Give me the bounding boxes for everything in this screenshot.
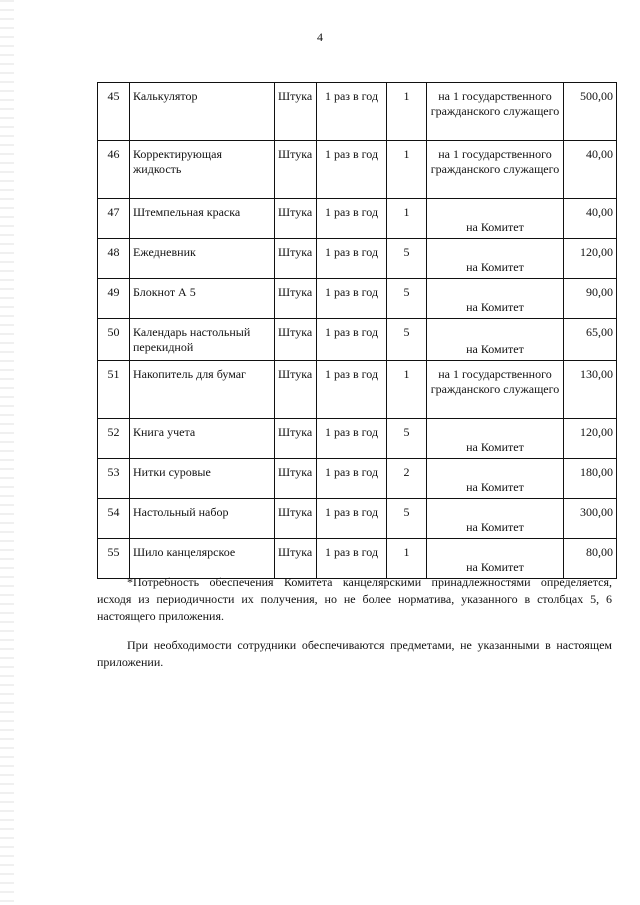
row-number: 53 (98, 459, 130, 499)
item-price: 40,00 (564, 141, 617, 199)
table-row (98, 319, 617, 361)
row-number: 52 (98, 419, 130, 459)
item-price: 90,00 (564, 279, 617, 319)
item-name: Накопитель для бумаг (130, 361, 275, 419)
item-norm: на 1 государственного гражданского служащего (427, 141, 564, 199)
item-norm: на 1 государственного гражданского служащего (427, 83, 564, 141)
item-quantity: 5 (387, 279, 427, 319)
item-unit: Штука (275, 239, 317, 279)
item-price: 500,00 (564, 83, 617, 141)
item-name: Ежедневник (130, 239, 275, 279)
table-row (98, 539, 617, 579)
item-name: Настольный набор (130, 499, 275, 539)
item-price: 120,00 (564, 419, 617, 459)
item-name: Шило канцелярское (130, 539, 275, 579)
item-frequency: 1 раз в год (317, 319, 387, 361)
item-unit: Штука (275, 419, 317, 459)
page-number: 4 (317, 30, 323, 44)
item-price: 65,00 (564, 319, 617, 361)
item-norm: на Комитет (427, 199, 564, 239)
table-row (98, 141, 617, 199)
row-number: 49 (98, 279, 130, 319)
item-price: 80,00 (564, 539, 617, 579)
item-name: Блокнот А 5 (130, 279, 275, 319)
item-frequency: 1 раз в год (317, 83, 387, 141)
items-table (97, 82, 617, 579)
table-row (98, 419, 617, 459)
item-quantity: 1 (387, 539, 427, 579)
item-price: 120,00 (564, 239, 617, 279)
item-unit: Штука (275, 199, 317, 239)
item-norm: на Комитет (427, 239, 564, 279)
item-name: Книга учета (130, 419, 275, 459)
item-name: Штемпельная краска (130, 199, 275, 239)
row-number: 55 (98, 539, 130, 579)
item-quantity: 5 (387, 319, 427, 361)
row-number: 46 (98, 141, 130, 199)
footnote-text: *Потребность обеспечения Комитета канцелярскими принадлежностями определяется, исходя из периодичности их получения, но не более норматива, указанного в столбцах 5, 6 настоящего приложения. (97, 575, 612, 623)
item-quantity: 2 (387, 459, 427, 499)
table-row (98, 199, 617, 239)
item-norm: на 1 государственного гражданского служащего (427, 361, 564, 419)
item-quantity: 5 (387, 499, 427, 539)
table-row (98, 279, 617, 319)
item-unit: Штука (275, 459, 317, 499)
item-quantity: 1 (387, 199, 427, 239)
item-unit: Штука (275, 279, 317, 319)
item-norm: на Комитет (427, 419, 564, 459)
item-name: Нитки суровые (130, 459, 275, 499)
item-quantity: 5 (387, 419, 427, 459)
item-price: 130,00 (564, 361, 617, 419)
row-number: 45 (98, 83, 130, 141)
item-name: Калькулятор (130, 83, 275, 141)
item-unit: Штука (275, 141, 317, 199)
items-table-body (98, 83, 617, 579)
item-norm: на Комитет (427, 319, 564, 361)
item-name: Календарь настольный перекидной (130, 319, 275, 361)
item-quantity: 5 (387, 239, 427, 279)
item-frequency: 1 раз в год (317, 141, 387, 199)
item-name: Корректирующая жидкость (130, 141, 275, 199)
item-norm: на Комитет (427, 539, 564, 579)
row-number: 54 (98, 499, 130, 539)
item-frequency: 1 раз в год (317, 239, 387, 279)
row-number: 48 (98, 239, 130, 279)
item-norm: на Комитет (427, 279, 564, 319)
item-unit: Штука (275, 499, 317, 539)
item-frequency: 1 раз в год (317, 499, 387, 539)
item-frequency: 1 раз в год (317, 361, 387, 419)
footnote-block (97, 574, 612, 671)
item-price: 40,00 (564, 199, 617, 239)
item-price: 300,00 (564, 499, 617, 539)
note-text: При необходимости сотрудники обеспечиваются предметами, не указанными в настоящем приложении. (97, 638, 612, 669)
row-number: 50 (98, 319, 130, 361)
item-unit: Штука (275, 539, 317, 579)
table-row (98, 499, 617, 539)
item-norm: на Комитет (427, 499, 564, 539)
table-row (98, 83, 617, 141)
table-row (98, 361, 617, 419)
item-quantity: 1 (387, 361, 427, 419)
item-frequency: 1 раз в год (317, 419, 387, 459)
row-number: 51 (98, 361, 130, 419)
item-unit: Штука (275, 319, 317, 361)
item-frequency: 1 раз в год (317, 199, 387, 239)
scan-edge-noise (0, 0, 14, 905)
item-frequency: 1 раз в год (317, 539, 387, 579)
item-quantity: 1 (387, 83, 427, 141)
item-frequency: 1 раз в год (317, 459, 387, 499)
item-frequency: 1 раз в год (317, 279, 387, 319)
item-unit: Штука (275, 361, 317, 419)
item-norm: на Комитет (427, 459, 564, 499)
row-number: 47 (98, 199, 130, 239)
table-row (98, 459, 617, 499)
item-quantity: 1 (387, 141, 427, 199)
item-price: 180,00 (564, 459, 617, 499)
table-row (98, 239, 617, 279)
item-unit: Штука (275, 83, 317, 141)
